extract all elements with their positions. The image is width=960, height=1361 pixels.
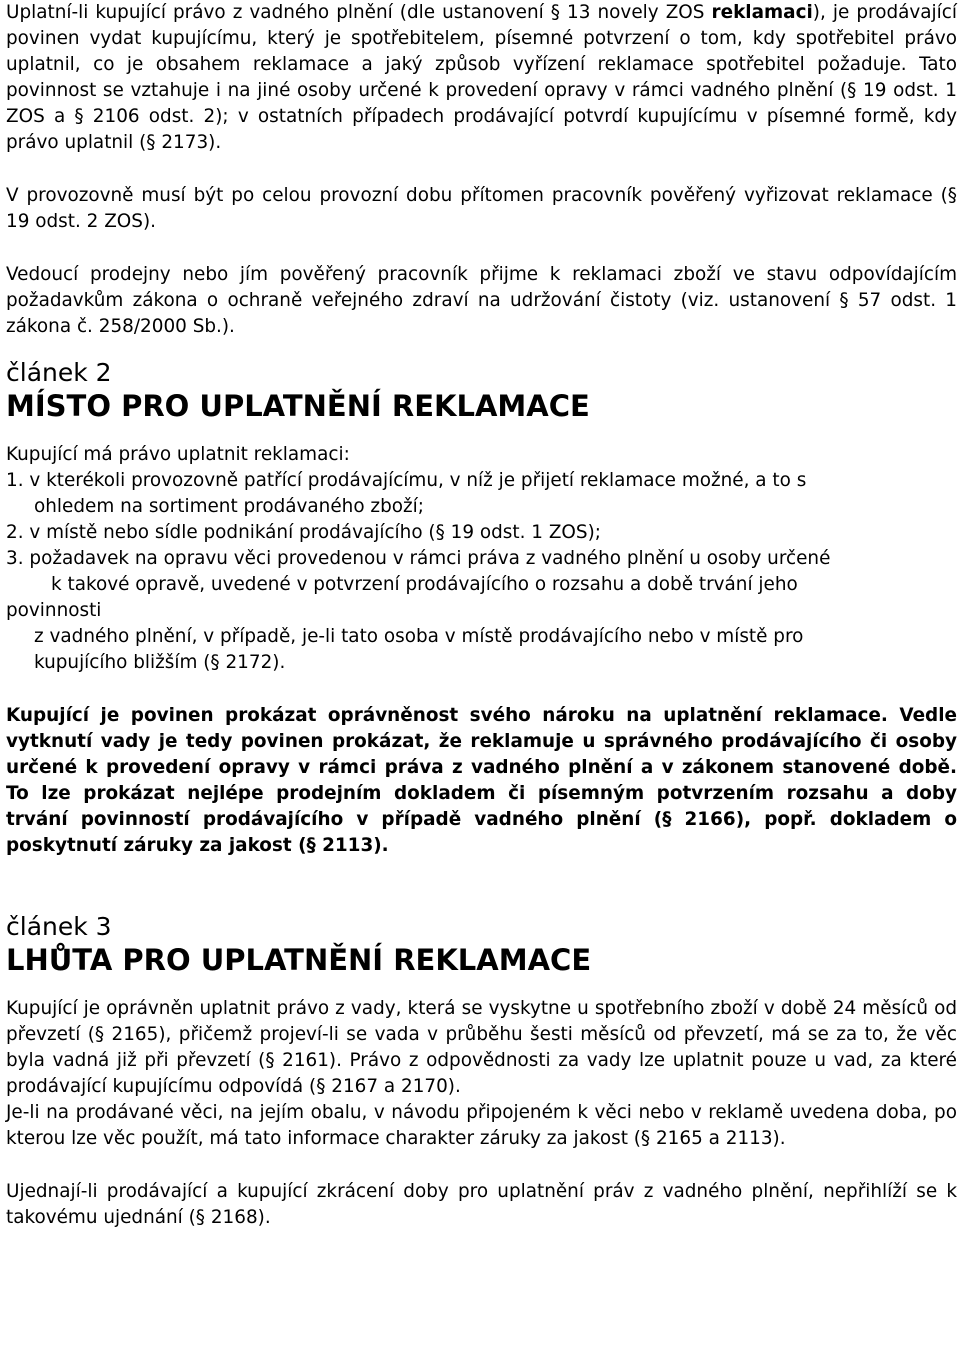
paragraph-usage-period: Je-li na prodávané věci, na jejím obalu, v návodu připojeném k věci nebo v reklamě uvedena doba, po kterou lze věc použít, má tato informace charakter záruky za jakost (§ 2165 a 2113). — [6, 1102, 957, 1149]
list-item-3-line-4: z vadného plnění, v případě, je-li tato osoba v místě prodávajícího nebo v místě pro — [34, 626, 804, 647]
article-2-title: MÍSTO PRO UPLATNĚNÍ REKLAMACE — [6, 389, 590, 423]
paragraph-staff-present: V provozovně musí být po celou provozní dobu přítomen pracovník pověřený vyřizovat reklamace (§ 19 odst. 2 ZOS). — [6, 185, 957, 232]
list-item-1: 1. v kterékoli provozovně patřící prodávajícímu, v níž je přijetí reklamace možné, a to s — [6, 470, 807, 491]
text-run: Uplatní-li kupující právo z vadného plnění (dle ustanovení § 13 novely ZOS — [6, 2, 712, 23]
article-2-intro: Kupující má právo uplatnit reklamaci: — [6, 444, 350, 465]
paragraph-burden-of-proof: Kupující je povinen prokázat oprávněnost svého nároku na uplatnění reklamace. Vedle vytknutí vady je tedy povinen prokázat, že reklamuje u správného prodávajícího či osoby určené k provedení opravy v rámci práva z vadného plnění a v zákonem stanovené době. To lze prokázat nejlépe prodejním dokladem či písemným potvrzením rozsahu a doby trvání povinností prodávajícího v případě vadného plnění (§ 2166), popř. dokladem o poskytnutí záruky za jakost (§ 2113). — [6, 705, 957, 856]
text-run: ), je prodávající povinen vydat kupujícímu, který je spotřebitelem, písemné potvrzení o tom, kdy spotřebitel právo uplatnil, co je obsahem reklamace a jaký způsob vyřízení reklamace spotřebitel požaduje. Tato povinnost se vztahuje i na jiné osoby určené k provedení opravy v rámci vadného plnění (§ 19 odst. 1 ZOS a § 2106 odst. 2); v ostatních případech prodávající potvrdí kupujícímu v písemné formě, kdy právo uplatnil (§ 2173). — [6, 2, 958, 153]
paragraph-shortening: Ujednají-li prodávající a kupující zkrácení doby pro uplatnění práv z vadného plnění, nepřihlíží se k takovému ujednání (§ 2168). — [6, 1181, 957, 1228]
list-item-2: 2. v místě nebo sídle podnikání prodávajícího (§ 19 odst. 1 ZOS); — [6, 522, 601, 543]
paragraph-warranty-period: Kupující je oprávněn uplatnit právo z vady, která se vyskytne u spotřebního zboží v době 24 měsíců od převzetí (§ 2165), přičemž projeví-li se vada v průběhu šesti měsíců od převzetí, má se za to, že věc byla vadná již při převzetí (§ 2161). Právo z odpovědnosti za vady lze uplatnit pouze u vad, za které prodávající kupujícímu odpovídá (§ 2167 a 2170). — [6, 998, 957, 1097]
list-item-3-line-2: k takové opravě, uvedené v potvrzení prodávajícího o rozsahu a době trvání jeho — [51, 574, 798, 595]
paragraph-confirmation — [6, 0, 957, 156]
list-item-3-line-5: kupujícího bližším (§ 2172). — [34, 652, 286, 673]
article-3-number: článek 3 — [6, 912, 112, 941]
bold-term: reklamaci — [711, 2, 813, 23]
list-item-3-line-3: povinnosti — [6, 600, 102, 621]
article-2-number: článek 2 — [6, 358, 112, 387]
paragraph-hygiene: Vedoucí prodejny nebo jím pověřený pracovník přijme k reklamaci zboží ve stavu odpovídajícím požadavkům zákona o ochraně veřejného zdraví na udržování čistoty (viz. ustanovení § 57 odst. 1 zákona č. 258/2000 Sb.). — [6, 264, 957, 337]
list-item-1-continued: ohledem na sortiment prodávaného zboží; — [34, 496, 424, 517]
list-item-3: 3. požadavek na opravu věci provedenou v rámci práva z vadného plnění u osoby určené — [6, 548, 831, 569]
article-3-title: LHŮTA PRO UPLATNĚNÍ REKLAMACE — [6, 943, 592, 977]
